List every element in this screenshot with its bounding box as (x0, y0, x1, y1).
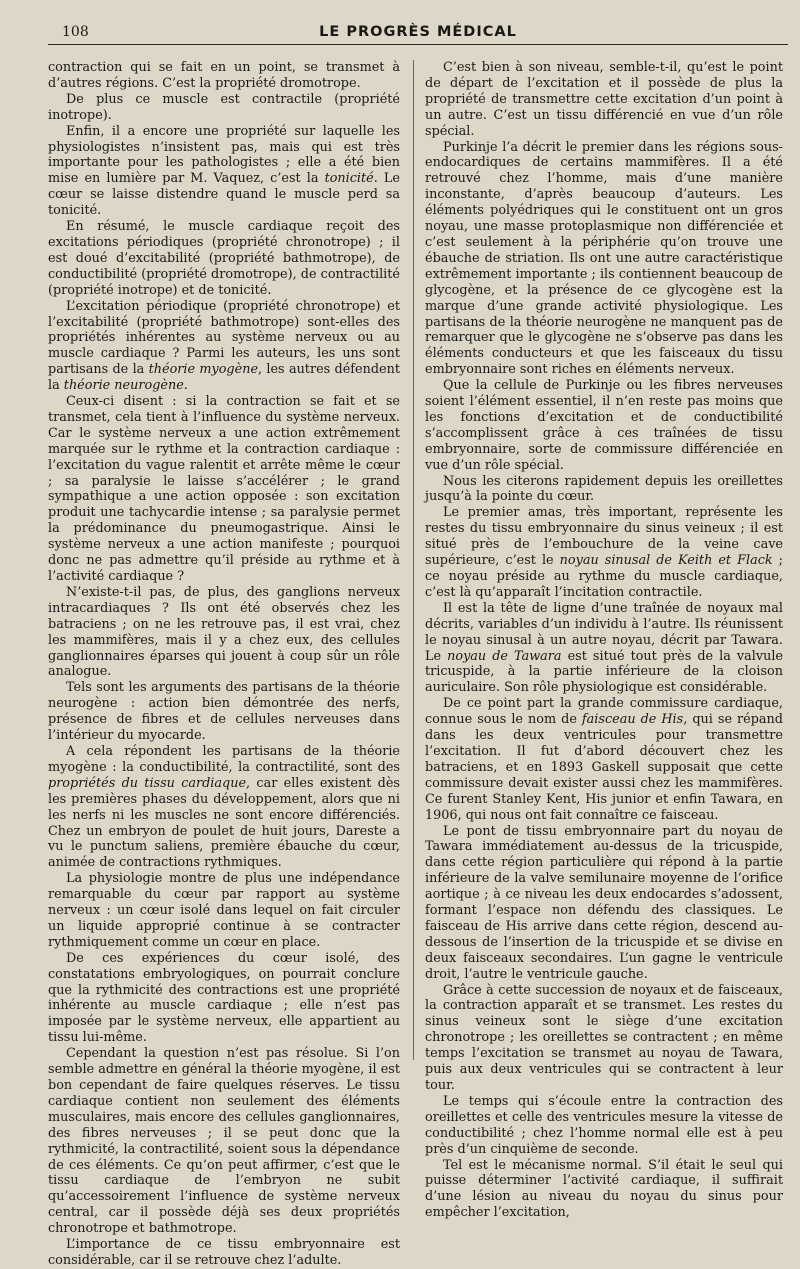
running-title: LE PROGRÈS MÉDICAL (319, 24, 517, 40)
paragraph-text: Le pont de tissu embryonnaire part du noyau de Tawara immédiatement au-dessus de la tricuspide, dans cette région particulière qui répond à la partie inférieure de la valve semilunaire moyenne de l’orifice aortique ; à ce niveau les deux endocardes s’adossent, formant l’espace non défendu des classiques. Le faisceau de His arrive dans cette région, descend au-dessous de l’insertion de la tricuspide et se divise en deux faisceaux secondaires. L’un gagne le ventricule droit, l’autre le ventricule gauche. (425, 823, 783, 982)
paragraph-text: De ces expériences du cœur isolé, des constatations embryologiques, on pourrait conclure que la rythmicité des contractions est une propriété inhérente au muscle cardiaque ; elle n’est pas imposée par le système nerveux, elle appartient au tissu lui-même. (48, 950, 400, 1046)
paragraph (48, 744, 400, 871)
paragraph-text: Enfin, il a encore une propriété sur laquelle les physiologistes n’insistent pas, mais qui est très importante pour les pathologistes ; elle a été bien mise en lumière par M. Vaquez, c’est la (48, 123, 400, 187)
paragraph-text: est situé tout près de la valvule tricuspide, à la partie inférieure de la cloison auriculaire. Son rôle physiologique est considérable. (425, 648, 783, 696)
right-text-column (425, 60, 783, 1221)
paragraph-text: L’importance de ce tissu embryonnaire est considérable, car il se retrouve chez l’adulte. (48, 1237, 400, 1268)
paragraph-text: A cela répondent les partisans de la théorie myogène : la conductibilité, la contractilité, sont des (48, 743, 400, 775)
italic-term: propriétés du tissu cardiaque (48, 775, 247, 791)
paragraph-text: . (183, 378, 188, 394)
paragraph (425, 824, 783, 983)
paragraph-text: Il est la tête de ligne d’une traînée de noyaux mal décrits, variables d’un individu à l’autre. Ils réunissent le noyau sinusal à un autre noyau, décrit par Tawara. Le (425, 600, 783, 664)
paragraph (425, 1094, 783, 1158)
paragraph-text: contraction qui se fait en un point, se transmet à d’autres régions. C’est la propriété dromotrope. (48, 60, 400, 91)
paragraph-text: , car elles existent dès les premières phases du développement, alors que ni les nerfs ni les muscles ne sont encore différenciés. Chez un embryon de poulet de huit jours, Dareste a vu le punctum saliens, première ébauche du cœur, animée de contractions rythmiques. (48, 775, 400, 871)
paragraph (48, 951, 400, 1046)
italic-term: théorie neurogène (63, 378, 184, 394)
paragraph (48, 1046, 400, 1237)
italic-term: tonicité (324, 171, 374, 187)
paragraph-text: . Le cœur se laisse distendre quand le muscle perd sa tonicité. (48, 171, 400, 219)
paragraph-text: Le premier amas, très important, représente les restes du tissu embryonnaire du sinus veineux ; il est situé près de l’embouchure de la veine cave supérieure, c’est le (425, 505, 783, 569)
paragraph-text: N’existe-t-il pas, de plus, des ganglions nerveux intracardiaques ? Ils ont été observés chez les batraciens ; on ne les retrouve pas, il est vrai, chez les mammifères, mais il y a chez eux, des cellules ganglionnaires éparses qui jouent à coup sûr un rôle analogue. (48, 584, 400, 680)
paragraph-text: , qui se répand dans les deux ventricules pour transmettre l’excitation. Il fut d’abord découvert chez les batraciens, et en 1893 Gaskell supposait que cette commissure devait exister aussi chez les mammifères. Ce furent Stanley Kent, His junior et enfin Tawara, en 1906, qui nous ont fait connaître ce faisceau. (425, 712, 783, 823)
paragraph (425, 983, 783, 1094)
paragraph (425, 140, 783, 379)
page-number: 108 (62, 24, 89, 40)
paragraph (425, 1158, 783, 1222)
paragraph-text: Grâce à cette succession de noyaux et de faisceaux, la contraction apparaît et se transmet. Les restes du sinus veineux sont le siège d’une excitation chronotrope ; les oreillettes se contractent ; en même temps l’excitation se transmet au noyau de Tawara, puis aux deux ventricules qui se contractent à leur tour. (425, 982, 783, 1093)
paragraph (425, 505, 783, 600)
paragraph-text: L’excitation périodique (propriété chronotrope) et l’excitabilité (propriété bathmotrope) sont-elles des propriétés inhérentes au système nerveux ou au muscle cardiaque ? Parmi les auteurs, les uns sont partisans de la (48, 298, 400, 378)
italic-term: faisceau de His (581, 712, 684, 728)
paragraph-text: , les autres défendent la (48, 362, 400, 394)
paragraph-text: Ceux-ci disent : si la contraction se fait et se transmet, cela tient à l’influence du système nerveux. Car le système nerveux a une action extrêmement marquée sur le rythme et la contraction cardiaque : l’excitation du vague ralentit et arrête même le cœur ; sa paralysie le laisse s’accélérer ; le grand sympathique a une action opposée : son excitation produit une tachycardie intense ; sa paralysie permet la prédominance du pneumogastrique. Ainsi le système nerveux a une action manifeste ; pourquoi donc ne pas admettre qu’il préside au rythme et à l’activité cardiaque ? (48, 394, 400, 584)
paragraph-text: De plus ce muscle est contractile (propriété inotrope). (48, 91, 400, 123)
paragraph-text: En résumé, le muscle cardiaque reçoit des excitations périodiques (propriété chronotrope) ; il est doué d’excitabilité (propriété bathmotrope), de conductibilité (propriété dromotrope), de contractilité (propriété inotrope) et de tonicité. (48, 219, 400, 298)
paragraph (48, 394, 400, 585)
page-header (48, 22, 788, 45)
paragraph (48, 585, 400, 680)
paragraph (425, 60, 783, 140)
paragraph-text: Cependant la question n’est pas résolue. Si l’on semble admettre en général la théorie myogène, il est bon cependant de faire quelques réserves. Le tissu cardiaque contient non seulement des éléments musculaires, mais encore des cellules ganglionnaires, des fibres nerveuses ; il se peut donc que la rythmicité, la contractilité, soient sous la dépendance de ces éléments. Ce qu’on peut affirmer, c’est que le tissu cardiaque de l’embryon ne subit qu’accessoirement l’influence de système nerveux central, car il possède déjà ses deux propriétés chronotrope et bathmotrope. (48, 1046, 400, 1237)
paragraph-text: Tels sont les arguments des partisans de la théorie neurogène : action bien démontrée des nerfs, présence de fibres et de cellules nerveuses dans l’intérieur du myocarde. (48, 680, 400, 744)
paragraph (425, 378, 783, 473)
paragraph-text: Que la cellule de Purkinje ou les fibres nerveuses soient l’élément essentiel, il n’en reste pas moins que les fonctions d’excitation et de conductibilité s’accomplissent grâce à ces traînées de tissu embryonnaire, sorte de commissure différenciée en vue d’un rôle spécial. (425, 378, 783, 473)
paragraph (48, 299, 400, 394)
paragraph-text: Tel est le mécanisme normal. S’il était le seul qui puisse déterminer l’activité cardiaque, il suffirait d’une lésion au niveau du noyau du sinus pour empêcher l’excitation, (425, 1157, 783, 1221)
paragraph (48, 871, 400, 951)
column-divider (413, 60, 414, 1060)
left-text-column (48, 60, 400, 1268)
paragraph-text: La physiologie montre de plus une indépendance remarquable du cœur par rapport au système nerveux : un cœur isolé dans lequel on fait circuler un liquide approprié continue à se contracter rythmiquement comme un cœur en place. (48, 871, 400, 950)
paragraph (425, 474, 783, 506)
paragraph-text: Nous les citerons rapidement depuis les oreillettes jusqu’à la pointe du cœur. (425, 473, 783, 505)
paragraph (48, 92, 400, 124)
paragraph-text: C’est bien à son niveau, semble-t-il, qu’est le point de départ de l’excitation et il possède de plus la propriété de transmettre cette excitation d’un point à un autre. C’est un tissu différencié en vue d’un rôle spécial. (425, 60, 783, 139)
paragraph (48, 60, 400, 92)
paragraph (425, 601, 783, 696)
paragraph-text: De ce point part la grande commissure cardiaque, connue sous le nom de (425, 696, 783, 728)
paragraph-text: ; ce noyau préside au rythme du muscle cardiaque, c’est là qu’apparaît l’incitation contractile. (425, 553, 783, 600)
paragraph (48, 219, 400, 299)
paragraph (48, 680, 400, 744)
italic-term: noyau de Tawara (447, 648, 562, 664)
paragraph (48, 1237, 400, 1269)
italic-term: théorie myogène (148, 362, 259, 378)
paragraph-text: Purkinje l’a décrit le premier dans les régions sous-endocardiques de certains mammifères. Il a été retrouvé chez l’homme, mais d’une manière inconstante, d’après beaucoup d’auteurs. Les éléments polyédriques qui le constituent ont un gros noyau, une masse protoplasmique non différenciée et c’est seulement à la périphérie qu’on trouve une ébauche de striation. Ils ont une autre caractéristique extrêmement importante ; ils contiennent beaucoup de glycogène, et la présence de ce glycogène est la marque d’une grande activité physiologique. Les partisans de la théorie neurogène ne manquent pas de remarquer que le glycogène ne s’observe pas dans les éléments conducteurs et que les faisceaux du tissu embryonnaire sont riches en éléments nerveux. (425, 139, 783, 378)
paragraph (425, 696, 783, 823)
italic-term: noyau sinusal de Keith et Flack (559, 553, 773, 569)
paragraph (48, 124, 400, 219)
paragraph-text: Le temps qui s’écoule entre la contraction des oreillettes et celle des ventricules mesure la vitesse de conductibilité ; chez l’homme normal elle est à peu près d’un cinquième de seconde. (425, 1093, 783, 1157)
